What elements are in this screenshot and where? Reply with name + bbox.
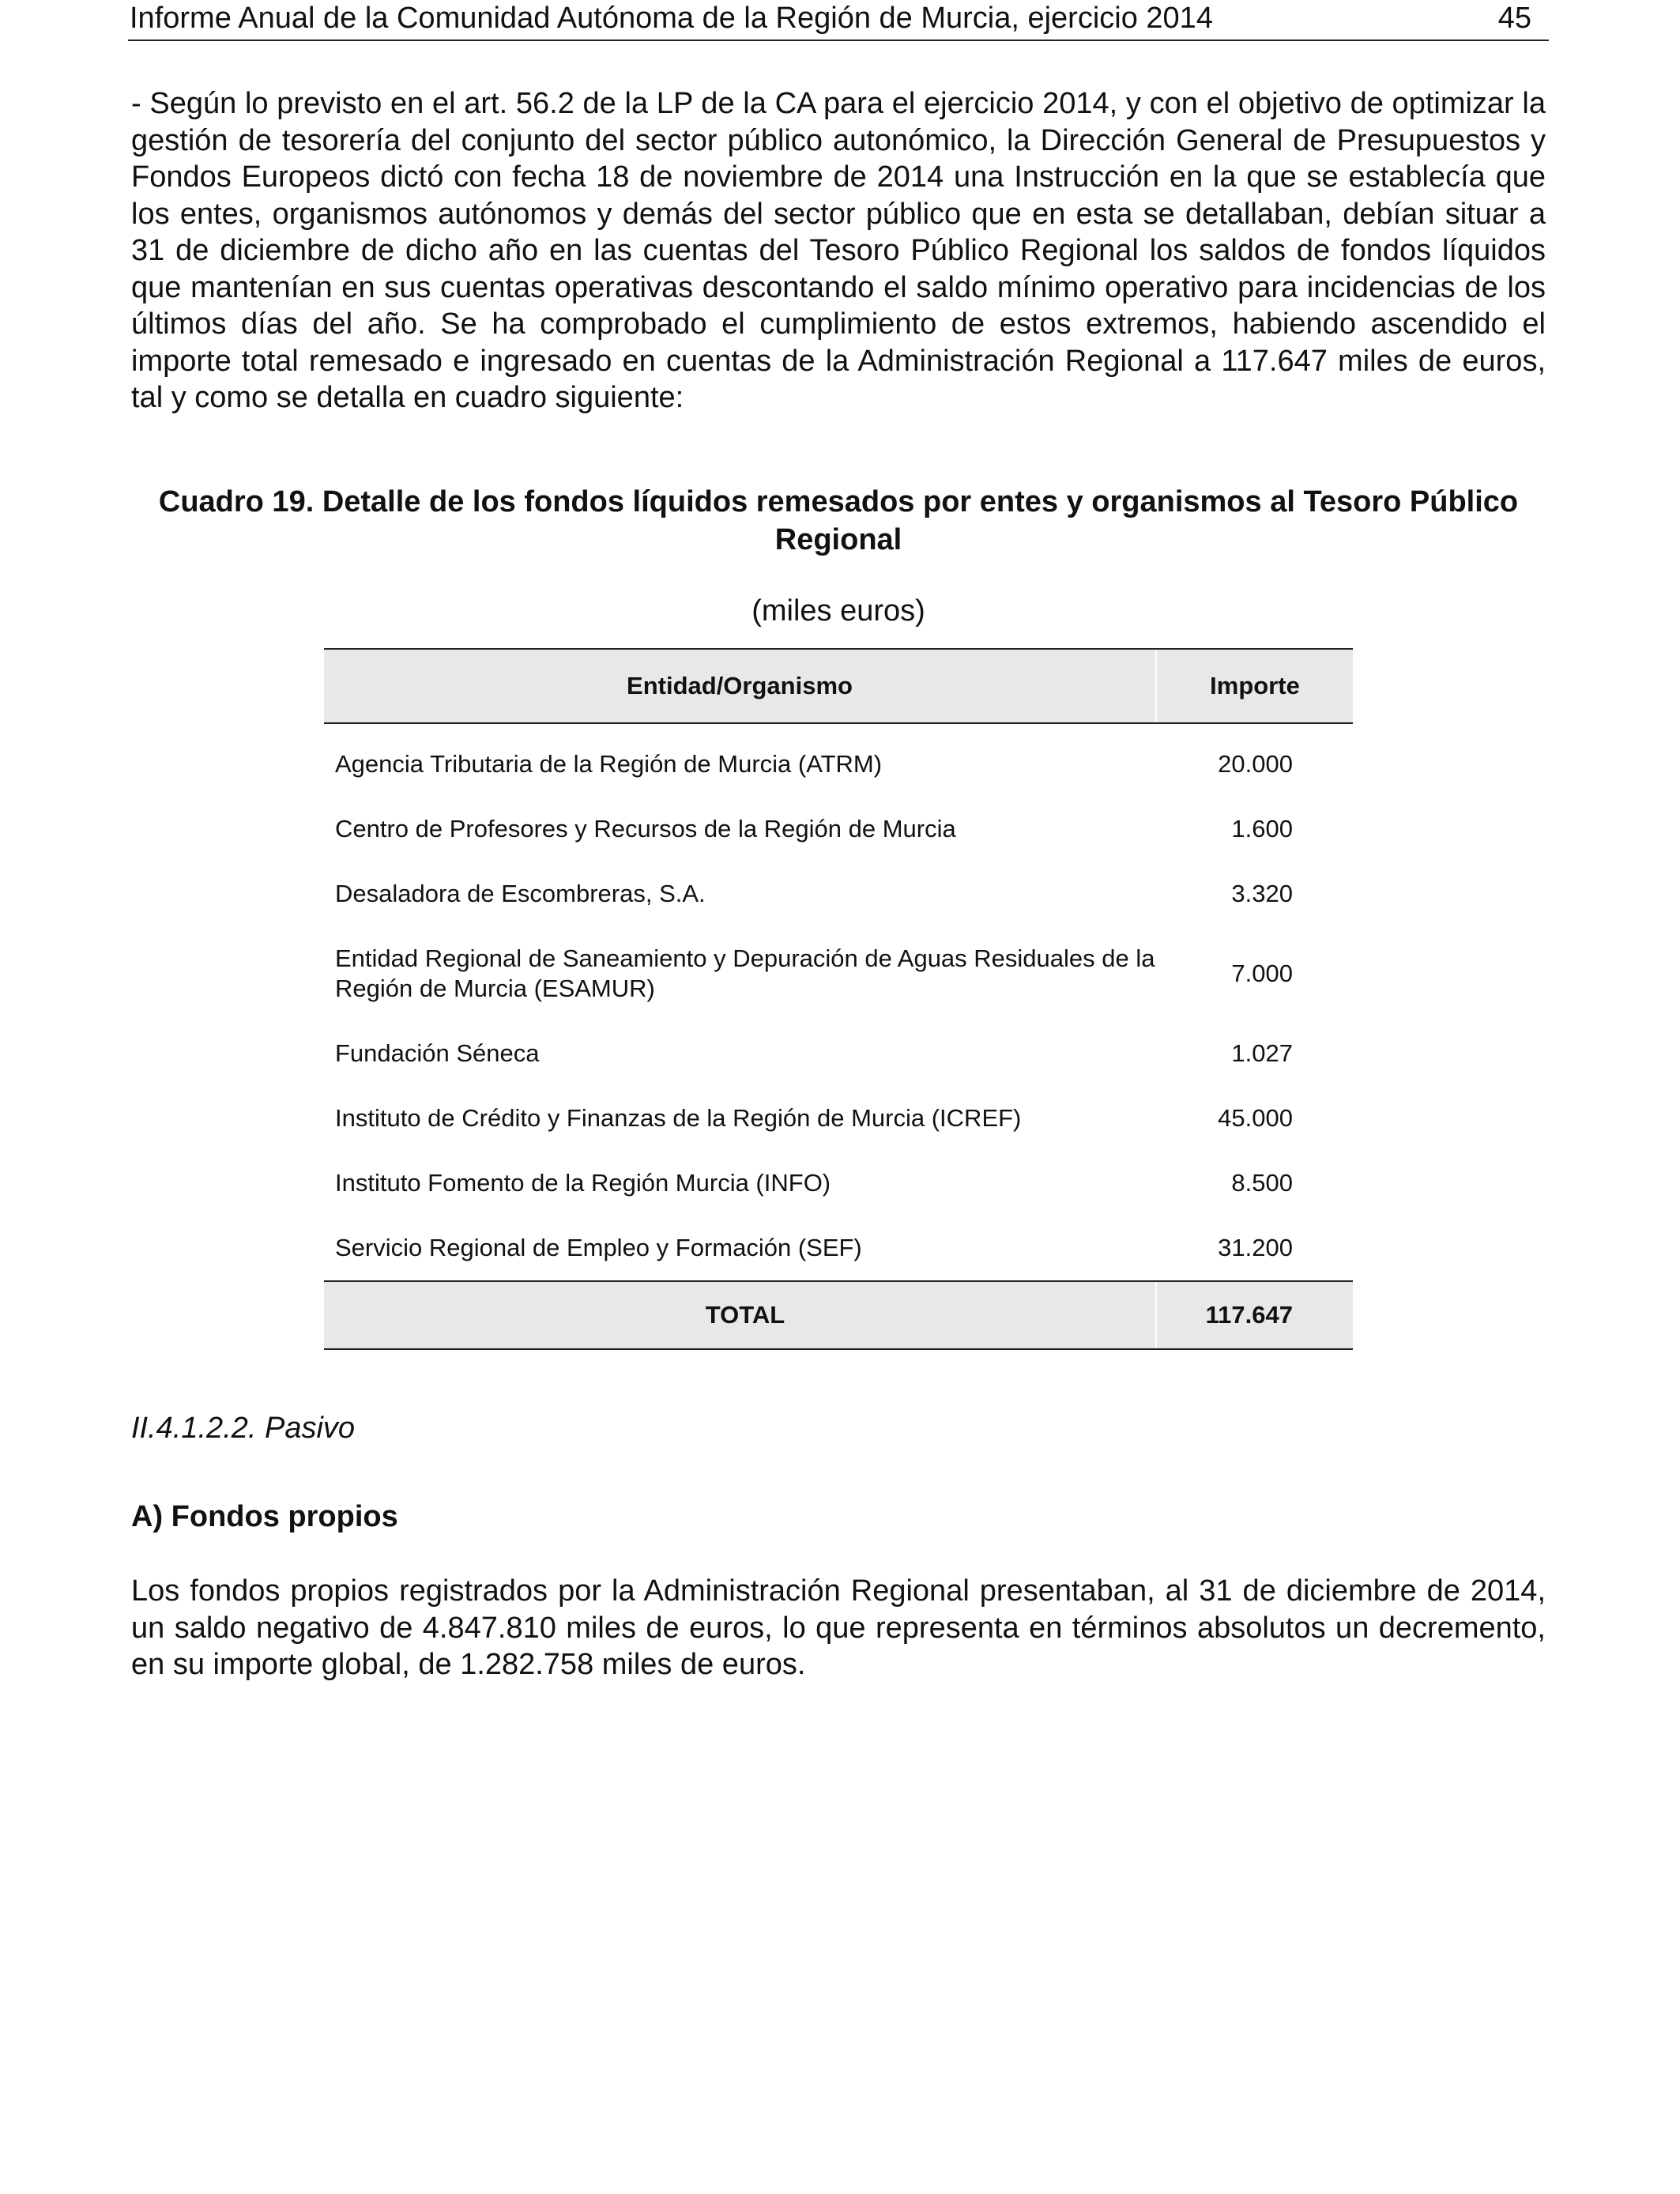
table-row — [324, 861, 1353, 926]
body-paragraph-intro: - Según lo previsto en el art. 56.2 de la LP de la CA para el ejercicio 2014, y con el objetivo de optimizar la gestión de tesorería del conjunto del sector público autonómico, la Dirección General de Presupuestos y Fondos Europeos dictó con fecha 18 de noviembre de 2014 una Instrucción en la que se establecía que los entes, organismos autónomos y demás del sector público que en esta se detallaban, debían situar a 31 de diciembre de dicho año en las cuentas del Tesoro Público Regional los saldos de fondos líquidos que mantenían en sus cuentas operativas descontando el saldo mínimo operativo para incidencias de los últimos días del año. Se ha comprobado el cumplimiento de estos extremos, habiendo ascendido el importe total remesado e ingresado en cuentas de la Administración Regional a 117.647 miles de euros, tal y como se detalla en cuadro siguiente: — [131, 87, 1546, 414]
amount-cell: 7.000 — [1231, 959, 1293, 987]
total-label: TOTAL — [324, 1281, 1156, 1349]
amount-cell: 1.027 — [1231, 1039, 1293, 1067]
table-header-row — [324, 649, 1353, 723]
table-units: (miles euros) — [751, 594, 925, 628]
header-amount: Importe — [1156, 649, 1353, 723]
amount-cell: 20.000 — [1218, 750, 1293, 778]
page-header — [128, 0, 1549, 41]
amount-cell: 31.200 — [1218, 1234, 1293, 1261]
table-row — [324, 723, 1353, 797]
table-row — [324, 1216, 1353, 1281]
section-heading: II.4.1.2.2. Pasivo — [131, 1412, 356, 1445]
page-number: 45 — [1497, 2, 1531, 35]
header-entity: Entidad/Organismo — [324, 649, 1156, 723]
table-row — [324, 1151, 1353, 1216]
entity-cell: Agencia Tributaria de la Región de Murcia (ATRM) — [335, 750, 883, 778]
amount-cell: 8.500 — [1231, 1169, 1293, 1197]
funds-table — [324, 648, 1353, 1350]
header-title: Informe Anual de la Comunidad Autónoma de la Región de Murcia, ejercicio 2014 — [130, 2, 1213, 35]
amount-cell: 45.000 — [1218, 1104, 1293, 1132]
body-paragraph-fondos: Los fondos propios registrados por la Administración Regional presentaban, al 31 de diciembre de 2014, un saldo negativo de 4.847.810 miles de euros, lo que representa en términos absolutos un decremento, en su importe global, de 1.282.758 miles de euros. — [131, 1574, 1546, 1681]
amount-cell: 3.320 — [1231, 880, 1293, 907]
table-row — [324, 1021, 1353, 1086]
table-row — [324, 926, 1353, 1021]
amount-cell: 1.600 — [1231, 815, 1293, 843]
subsection-heading: A) Fondos propios — [131, 1500, 398, 1533]
entity-cell: Instituto de Crédito y Finanzas de la Región de Murcia (ICREF) — [335, 1104, 1022, 1132]
entity-cell: Fundación Séneca — [335, 1039, 540, 1067]
entity-cell: Centro de Profesores y Recursos de la Región de Murcia — [335, 815, 956, 843]
entity-cell: Servicio Regional de Empleo y Formación (SEF) — [335, 1234, 862, 1261]
table-caption: Cuadro 19. Detalle de los fondos líquidos remesados por entes y organismos al Tesoro Público Regional — [158, 485, 1519, 556]
table-total-row — [324, 1281, 1353, 1349]
table-row — [324, 1086, 1353, 1151]
entity-cell: Desaladora de Escombreras, S.A. — [335, 880, 706, 907]
entity-cell: Entidad Regional de Saneamiento y Depuración de Aguas Residuales de la Región de Murcia (ESAMUR) — [335, 944, 1155, 1002]
table-row — [324, 797, 1353, 861]
total-amount: 117.647 — [1156, 1281, 1353, 1349]
entity-cell: Instituto Fomento de la Región Murcia (INFO) — [335, 1169, 831, 1197]
